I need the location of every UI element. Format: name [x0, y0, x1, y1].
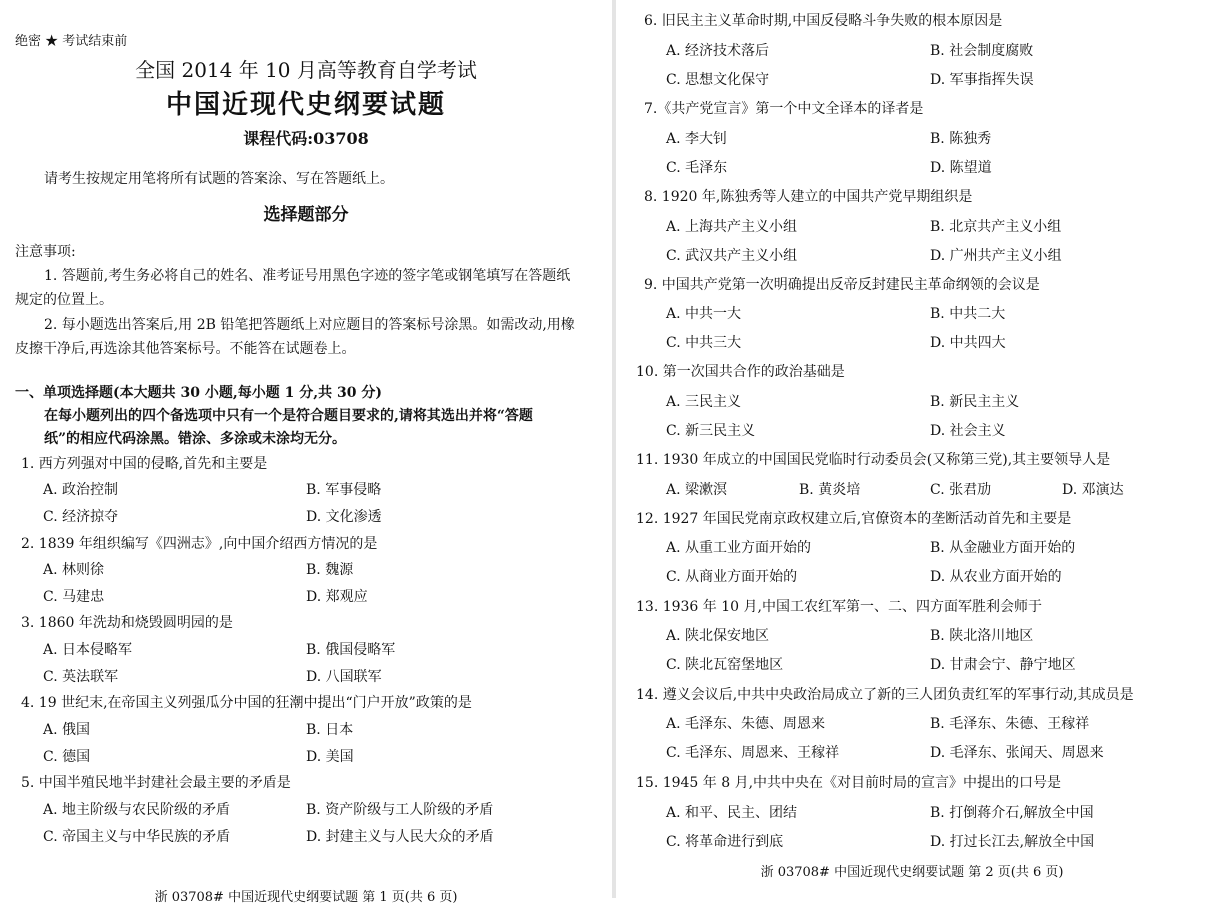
- answer-option: D. 文化渗透: [306, 509, 382, 525]
- question-stem: 15. 1945 年 8 月,中共中央在《对目前时局的宣言》中提出的口号是: [636, 775, 1062, 791]
- answer-option: B. 日本: [306, 722, 354, 738]
- part-title: 选择题部分: [263, 205, 349, 225]
- question-stem: 13. 1936 年 10 月,中国工农红军第一、二、四方面军胜利会师于: [636, 599, 1042, 615]
- question-stem: 7.《共产党宣言》第一个中文全译本的译者是: [644, 101, 924, 117]
- question-stem: 8. 1920 年,陈独秀等人建立的中国共产党早期组织是: [644, 189, 973, 205]
- section-title: 一、单项选择题(本大题共 30 小题,每小题 1 分,共 30 分): [15, 385, 382, 401]
- answer-option: A. 毛泽东、朱德、周恩来: [666, 716, 826, 732]
- answer-option: B. 资产阶级与工人阶级的矛盾: [306, 802, 494, 818]
- question-stem: 2. 1839 年组织编写《四洲志》,向中国介绍西方情况的是: [21, 536, 378, 552]
- question-stem: 10. 第一次国共合作的政治基础是: [636, 364, 845, 380]
- answer-option: B. 军事侵略: [306, 482, 382, 498]
- answer-option: A. 日本侵略军: [43, 642, 133, 658]
- section-desc: 在每小题列出的四个备选项中只有一个是符合题目要求的,请将其选出并将“答题: [44, 408, 533, 424]
- answer-option: B. 毛泽东、朱德、王稼祥: [930, 716, 1090, 732]
- answer-option: C. 英法联军: [43, 669, 119, 685]
- answer-option: D. 八国联军: [306, 669, 382, 685]
- answer-option: A. 地主阶级与农民阶级的矛盾: [43, 802, 231, 818]
- answer-option: D. 毛泽东、张闻天、周恩来: [930, 745, 1104, 761]
- answer-option: D. 美国: [306, 749, 354, 765]
- question-stem: 12. 1927 年国民党南京政权建立后,官僚资本的垄断活动首先和主要是: [636, 511, 1072, 527]
- page-footer: 浙 03708# 中国近现代史纲要试题 第 1 页(共 6 页): [154, 890, 458, 905]
- answer-option: C. 马建忠: [43, 589, 105, 605]
- question-stem: 14. 遵义会议后,中共中央政治局成立了新的三人团负责红军的军事行动,其成员是: [636, 687, 1134, 703]
- answer-option: C. 从商业方面开始的: [666, 569, 798, 585]
- answer-option: B. 中共二大: [930, 306, 1006, 322]
- answer-option: A. 上海共产主义小组: [666, 219, 798, 235]
- answer-option: C. 毛泽东、周恩来、王稼祥: [666, 745, 840, 761]
- exam-page-2: [616, 0, 1208, 898]
- answer-option: B. 社会制度腐败: [930, 43, 1034, 59]
- question-stem: 4. 19 世纪末,在帝国主义列强瓜分中国的狂潮中提出“门户开放”政策的是: [21, 695, 472, 711]
- question-stem: 1. 西方列强对中国的侵略,首先和主要是: [21, 456, 268, 472]
- answer-option: C. 张君劢: [930, 482, 992, 498]
- answer-option: D. 甘肃会宁、静宁地区: [930, 657, 1076, 673]
- answer-option: A. 和平、民主、团结: [666, 805, 798, 821]
- answer-option: A. 林则徐: [43, 562, 105, 578]
- answer-option: D. 封建主义与人民大众的矛盾: [306, 829, 494, 845]
- answer-option: D. 社会主义: [930, 423, 1006, 439]
- answer-option: A. 从重工业方面开始的: [666, 540, 812, 556]
- answer-option: C. 经济掠夺: [43, 509, 119, 525]
- answer-option: D. 邓演达: [1062, 482, 1124, 498]
- answer-option: C. 将革命进行到底: [666, 834, 784, 850]
- answer-option: B. 陈独秀: [930, 131, 992, 147]
- answer-option: A. 政治控制: [43, 482, 119, 498]
- answer-option: A. 三民主义: [666, 394, 742, 410]
- notice-line: 皮擦干净后,再选涂其他答案标号。不能答在试题卷上。: [15, 341, 356, 357]
- answer-option: C. 毛泽东: [666, 160, 728, 176]
- answer-option: C. 思想文化保守: [666, 72, 770, 88]
- notice-line: 规定的位置上。: [15, 292, 113, 308]
- question-stem: 11. 1930 年成立的中国国民党临时行动委员会(又称第三党),其主要领导人是: [636, 452, 1111, 468]
- course-code: 课程代码:03708: [243, 129, 369, 148]
- answer-option: B. 北京共产主义小组: [930, 219, 1062, 235]
- notice-title: 注意事项:: [15, 244, 76, 260]
- answer-option: B. 俄国侵略军: [306, 642, 396, 658]
- answer-option: C. 新三民主义: [666, 423, 756, 439]
- answer-option: D. 陈望道: [930, 160, 992, 176]
- section-desc: 纸”的相应代码涂黑。错涂、多涂或未涂均无分。: [44, 431, 347, 447]
- notice-line: 1. 答题前,考生务必将自己的姓名、准考证号用黑色字迹的签字笔或钢笔填写在答题纸: [44, 268, 571, 284]
- answer-option: C. 中共三大: [666, 335, 742, 351]
- answer-option: D. 从农业方面开始的: [930, 569, 1062, 585]
- answer-option: A. 梁漱溟: [666, 482, 728, 498]
- question-stem: 3. 1860 年洗劫和烧毁圆明园的是: [21, 615, 233, 631]
- paper-title: 中国近现代史纲要试题: [165, 90, 446, 120]
- answer-option: C. 陕北瓦窑堡地区: [666, 657, 784, 673]
- answer-option: B. 黄炎培: [799, 482, 861, 498]
- answer-option: B. 魏源: [306, 562, 354, 578]
- question-stem: 9. 中国共产党第一次明确提出反帝反封建民主革命纲领的会议是: [644, 277, 1040, 293]
- answer-option: D. 军事指挥失误: [930, 72, 1034, 88]
- answer-option: D. 广州共产主义小组: [930, 248, 1062, 264]
- answer-option: D. 郑观应: [306, 589, 368, 605]
- answer-option: B. 打倒蒋介石,解放全中国: [930, 805, 1094, 821]
- notice-line: 2. 每小题选出答案后,用 2B 铅笔把答题纸上对应题目的答案标号涂黑。如需改动,用橡: [44, 317, 575, 333]
- answer-option: C. 武汉共产主义小组: [666, 248, 798, 264]
- confidential-mark: 绝密 ★ 考试结束前: [15, 34, 128, 49]
- answer-option: A. 李大钊: [666, 131, 728, 147]
- page-footer: 浙 03708# 中国近现代史纲要试题 第 2 页(共 6 页): [760, 865, 1064, 880]
- question-stem: 6. 旧民主主义革命时期,中国反侵略斗争失败的根本原因是: [644, 13, 1003, 29]
- answer-option: B. 从金融业方面开始的: [930, 540, 1076, 556]
- instruction: 请考生按规定用笔将所有试题的答案涂、写在答题纸上。: [44, 171, 394, 187]
- answer-option: A. 中共一大: [666, 306, 742, 322]
- answer-option: B. 新民主主义: [930, 394, 1020, 410]
- answer-option: C. 德国: [43, 749, 91, 765]
- answer-option: A. 经济技术落后: [666, 43, 770, 59]
- answer-option: A. 俄国: [43, 722, 91, 738]
- answer-option: A. 陕北保安地区: [666, 628, 770, 644]
- question-stem: 5. 中国半殖民地半封建社会最主要的矛盾是: [21, 775, 291, 791]
- answer-option: C. 帝国主义与中华民族的矛盾: [43, 829, 231, 845]
- answer-option: D. 中共四大: [930, 335, 1006, 351]
- answer-option: D. 打过长江去,解放全中国: [930, 834, 1095, 850]
- exam-name: 全国 2014 年 10 月高等教育自学考试: [135, 58, 477, 82]
- answer-option: B. 陕北洛川地区: [930, 628, 1034, 644]
